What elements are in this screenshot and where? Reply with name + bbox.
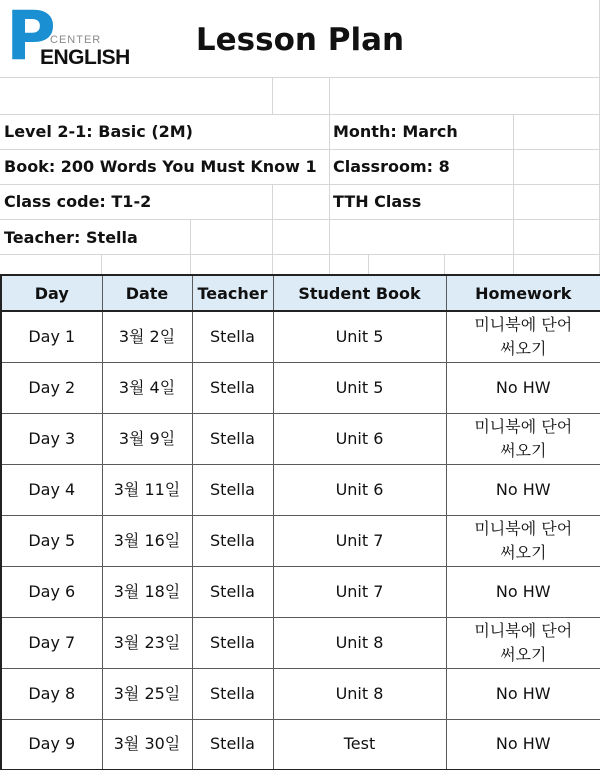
day-cell: Day 1 (1, 311, 102, 362)
table-row (1, 464, 600, 515)
lesson-plan-table (0, 274, 600, 770)
level-info: Level 2-1: Basic (2M) (4, 122, 193, 141)
student-book-cell: Unit 6 (273, 464, 446, 515)
grid-line (0, 219, 600, 220)
homework-cell (446, 413, 600, 464)
grid-line (0, 77, 600, 78)
homework-line: 써오기 (500, 644, 547, 664)
header-teacher: Teacher (192, 275, 273, 311)
date-cell: 3월 2일 (102, 311, 192, 362)
homework-line: No HW (495, 683, 551, 703)
student-book-cell: Unit 6 (273, 413, 446, 464)
table-row (1, 617, 600, 668)
day-cell: Day 4 (1, 464, 102, 515)
logo-center-text: CENTER (50, 34, 102, 46)
center-english-logo (6, 0, 130, 76)
table-row (1, 515, 600, 566)
student-book-cell: Unit 5 (273, 362, 446, 413)
header-student-book: Student Book (273, 275, 446, 311)
classroom-info: Classroom: 8 (333, 157, 450, 176)
logo-english-text: ENGLISH (40, 46, 130, 69)
teacher-info: Teacher: Stella (4, 228, 138, 247)
grid-line (513, 114, 514, 274)
grid-line (272, 184, 273, 274)
homework-cell (446, 668, 600, 719)
day-cell: Day 8 (1, 668, 102, 719)
table-row (1, 362, 600, 413)
teacher-cell: Stella (192, 311, 273, 362)
grid-line (0, 114, 600, 115)
teacher-cell: Stella (192, 413, 273, 464)
day-cell: Day 5 (1, 515, 102, 566)
grid-line (444, 254, 445, 274)
homework-line: 미니북에 단어 (474, 416, 573, 436)
book-info: Book: 200 Words You Must Know 1 (4, 157, 317, 176)
teacher-cell: Stella (192, 464, 273, 515)
teacher-cell: Stella (192, 719, 273, 770)
student-book-cell: Test (273, 719, 446, 770)
grid-line (0, 149, 600, 150)
table-row (1, 413, 600, 464)
month-info: Month: March (333, 122, 458, 141)
table-row (1, 566, 600, 617)
teacher-cell: Stella (192, 668, 273, 719)
date-cell: 3월 16일 (102, 515, 192, 566)
student-book-cell: Unit 7 (273, 566, 446, 617)
grid-line (368, 254, 369, 274)
homework-cell (446, 515, 600, 566)
grid-line (0, 254, 600, 255)
student-book-cell: Unit 7 (273, 515, 446, 566)
header-homework: Homework (446, 275, 600, 311)
date-cell: 3월 18일 (102, 566, 192, 617)
class-type-info: TTH Class (333, 192, 422, 211)
table-row (1, 668, 600, 719)
teacher-cell: Stella (192, 566, 273, 617)
student-book-cell: Unit 5 (273, 311, 446, 362)
table-row (1, 311, 600, 362)
date-cell: 3월 30일 (102, 719, 192, 770)
day-cell: Day 7 (1, 617, 102, 668)
homework-cell (446, 566, 600, 617)
homework-line: 미니북에 단어 (474, 314, 573, 334)
homework-cell (446, 311, 600, 362)
homework-cell (446, 617, 600, 668)
homework-cell (446, 362, 600, 413)
day-cell: Day 6 (1, 566, 102, 617)
homework-line: 써오기 (500, 338, 547, 358)
day-cell: Day 9 (1, 719, 102, 770)
page-title: Lesson Plan (195, 22, 405, 58)
homework-cell (446, 719, 600, 770)
table-row (1, 719, 600, 770)
homework-line: No HW (495, 377, 551, 397)
grid-line (329, 77, 330, 274)
date-cell: 3월 23일 (102, 617, 192, 668)
student-book-cell: Unit 8 (273, 668, 446, 719)
grid-line (0, 184, 600, 185)
homework-line: No HW (495, 734, 551, 754)
date-cell: 3월 4일 (102, 362, 192, 413)
date-cell: 3월 11일 (102, 464, 192, 515)
teacher-cell: Stella (192, 362, 273, 413)
table-body (1, 311, 600, 770)
homework-line: No HW (495, 581, 551, 601)
header-day: Day (1, 275, 102, 311)
header-date: Date (102, 275, 192, 311)
student-book-cell: Unit 8 (273, 617, 446, 668)
homework-cell (446, 464, 600, 515)
date-cell: 3월 25일 (102, 668, 192, 719)
grid-line (190, 219, 191, 274)
teacher-cell: Stella (192, 515, 273, 566)
homework-line: 써오기 (500, 542, 547, 562)
grid-line (101, 254, 102, 274)
homework-line: 써오기 (500, 440, 547, 460)
day-cell: Day 3 (1, 413, 102, 464)
day-cell: Day 2 (1, 362, 102, 413)
teacher-cell: Stella (192, 617, 273, 668)
logo-letter: P (6, 0, 54, 76)
table-header-row (1, 275, 600, 311)
grid-line (272, 77, 273, 114)
homework-line: 미니북에 단어 (474, 620, 573, 640)
homework-line: No HW (495, 479, 551, 499)
date-cell: 3월 9일 (102, 413, 192, 464)
class-code-info: Class code: T1-2 (4, 192, 152, 211)
homework-line: 미니북에 단어 (474, 518, 573, 538)
